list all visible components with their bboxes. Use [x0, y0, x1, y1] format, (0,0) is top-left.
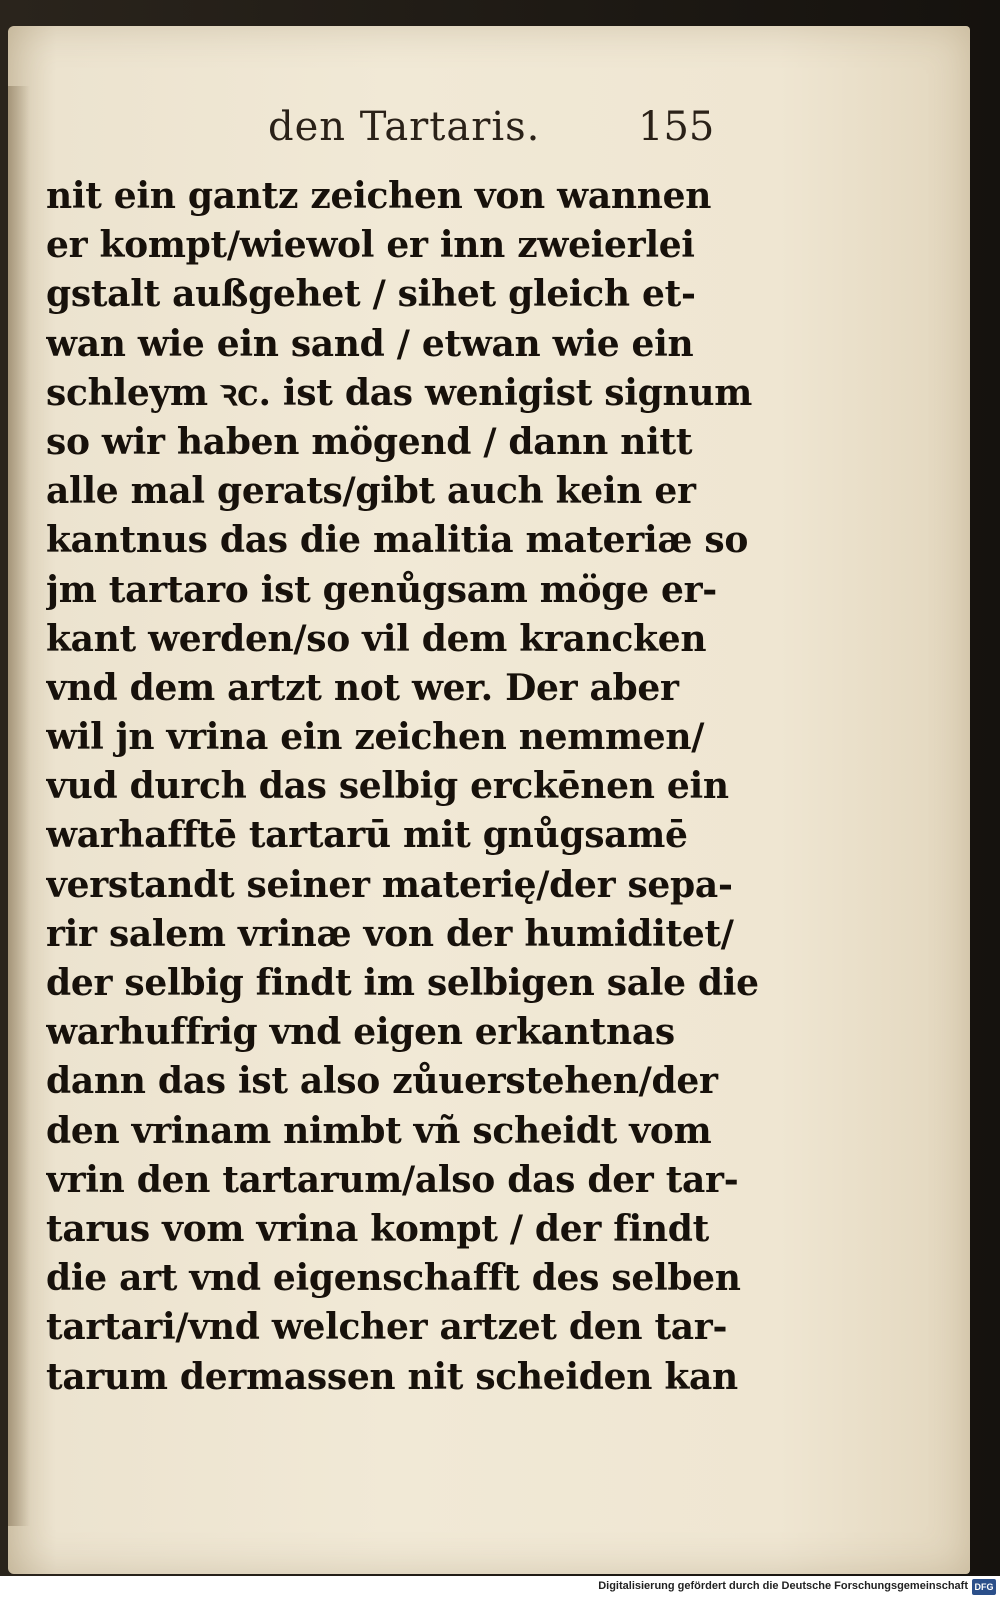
text-line: der selbig findt im selbigen sale die — [46, 962, 759, 1004]
text-line: tartari/vnd welcher artzet den tar- — [46, 1306, 728, 1349]
digitization-footer — [0, 1576, 1000, 1599]
running-head: den Tartaris. — [268, 104, 541, 150]
page-spine-shadow — [8, 86, 30, 1526]
text-line: tarum dermassen nit scheiden kan — [46, 1355, 738, 1398]
text-line: vnd dem artzt not wer. Der aber — [46, 666, 679, 709]
text-line: vrin den tartarum/also das der tar- — [46, 1158, 739, 1201]
funding-credit: Digitalisierung gefördert durch die Deutsche Forschungsgemeinschaft — [598, 1580, 968, 1592]
page-header — [8, 104, 970, 164]
text-line: so wir haben mögend / dann nitt — [46, 420, 693, 463]
dfg-logo — [972, 1579, 996, 1595]
text-line: wan wie ein sand / etwan wie ein — [46, 322, 694, 365]
text-line: vud durch das selbig erckēnen ein — [46, 765, 729, 808]
text-line: warhuffrig vnd eigen erkantnas — [46, 1011, 675, 1054]
text-line: dann das ist also zůuerstehen/der — [46, 1060, 718, 1103]
text-line: nit ein gantz zeichen von wannen — [46, 175, 712, 217]
text-line: gstalt außgehet / sihet gleich et- — [46, 273, 696, 316]
text-line: wil jn vrina ein zeichen nemmen/ — [46, 716, 705, 759]
text-line: verstandt seiner materię/der sepa- — [46, 863, 733, 906]
text-line: kantnus das die malitia materiæ so — [46, 519, 749, 562]
text-line: den vrinam nimbt vñ scheidt vom — [46, 1109, 712, 1152]
text-line: er kompt/wiewol er inn zweierlei — [46, 224, 695, 267]
text-line: kant werden/so vil dem krancken — [46, 617, 707, 660]
text-line: warhafftē tartarū mit gnůgsamē — [46, 814, 688, 857]
page-number: 155 — [638, 104, 715, 150]
text-line: die art vnd eigenschafft des selben — [46, 1257, 741, 1300]
text-block — [46, 172, 766, 1402]
dfg-logo-text: DFG — [974, 1582, 994, 1592]
text-line: alle mal gerats/gibt auch kein er — [46, 470, 696, 513]
book-page — [8, 26, 970, 1574]
text-line: rir salem vrinæ von der humiditet/ — [46, 912, 734, 955]
text-line: jm tartaro ist genůgsam möge er- — [46, 568, 717, 611]
text-line: tarus vom vrina kompt / der findt — [46, 1207, 709, 1250]
text-line: schleym ꝛc. ist das wenigist signum — [46, 371, 753, 414]
